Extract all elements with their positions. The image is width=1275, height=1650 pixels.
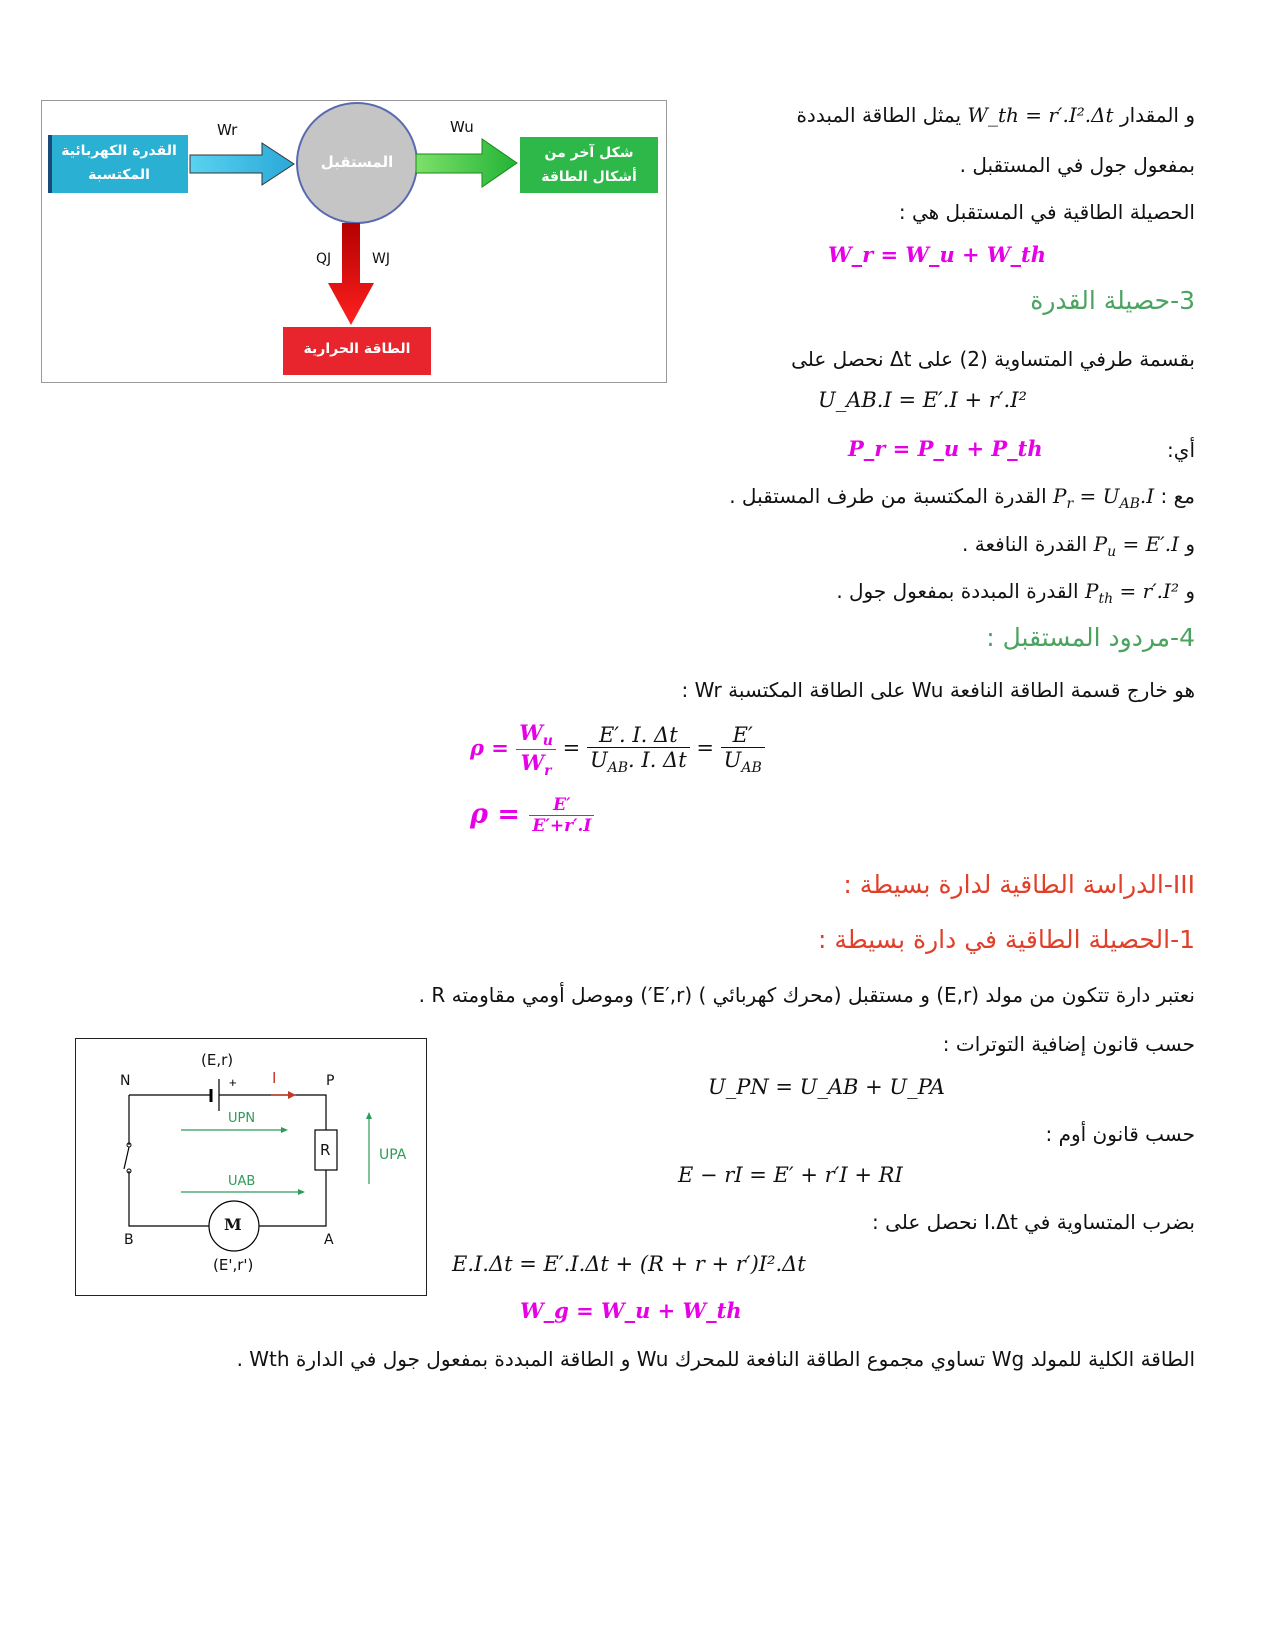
bottom-box-label: الطاقة الحرارية <box>303 341 411 357</box>
ohm-law-eq: E − rI = E′ + r′I + RI <box>678 1163 903 1187</box>
motor-params: (E',r') <box>213 1256 254 1274</box>
part3-heading <box>843 871 1195 899</box>
output-arrow <box>416 139 517 187</box>
circuit-intro: نعتبر دارة تتكون من مولد (E,r) و مستقبل (محرك كهربائي ) (E′,r′) وموصل أومي مقاومته R . <box>418 983 1195 1007</box>
gen-label: (E,r) <box>201 1051 234 1069</box>
motor-label: M <box>224 1215 242 1234</box>
node-a: A <box>324 1232 334 1248</box>
section4-heading: 4-مردود المستقبل : <box>986 623 1195 652</box>
qj-arrow-label: QJ <box>316 251 332 267</box>
circuit-diagram <box>75 1038 427 1296</box>
with-label: مع : <box>1160 484 1195 508</box>
pth-def: $P_{th} = r'.I^2$ <box>1084 579 1179 607</box>
voltage-law: حسب قانون إضافية التوترات : <box>942 1032 1195 1056</box>
ratio-frac-1: $\frac{E'. I. \Delta t}{U_{AB}. I. \Delta t}$ <box>587 723 690 776</box>
divide-line: بقسمة طرفي المتساوية (2) على Δt نحصل على <box>791 347 1195 371</box>
wu-arrow-label: Wu <box>450 118 474 136</box>
wth-line <box>796 101 1195 129</box>
efficiency-eq-1: ρ = $\frac{W_u}{W_r}$ = $\frac{E'. I. \Delta t}{U_{AB}. I. \Delta t}$ = $\frac{E'}{U_{AB}}$ <box>470 720 765 779</box>
svg-text:+: + <box>229 1075 237 1090</box>
ohm-law: حسب قانون أوم : <box>1045 1122 1195 1146</box>
power-eq-1: U_AB.I = E′.I + r′.I² <box>818 388 1027 412</box>
joule-line: بمفعول جول في المستقبل . <box>959 153 1195 177</box>
pr-desc: القدرة المكتسبة من طرف المستقبل . <box>729 484 1047 508</box>
ratio-frac-2: $\frac{E'}{U_{AB}}$ <box>721 723 765 776</box>
right-wire <box>259 1170 326 1226</box>
part3-subheading: 1-الحصيلة الطاقية في دارة بسيطة : <box>817 925 1195 954</box>
receiver-balance-intro: الحصيلة الطاقية في المستقبل هي : <box>898 200 1195 224</box>
ay-label: أي: <box>1167 438 1195 462</box>
wu-over-wr: $\frac{W_u}{W_r}$ <box>516 720 556 779</box>
multiply-eq: E.I.Δt = E′.I.Δt + (R + r + r′)I².Δt <box>452 1252 806 1276</box>
node-p: P <box>326 1073 335 1089</box>
part3-heading-text: III-الدراسة الطاقية لدارة بسيطة : <box>843 870 1195 899</box>
wr-arrow-label: Wr <box>217 121 238 139</box>
with-line-2: و $P_u = E'.I$ القدرة النافعة . <box>962 532 1195 560</box>
input-arrow <box>190 143 294 185</box>
left-box-label: القدرة الكهربائية المكتسبة <box>61 143 177 183</box>
section3-heading: 3-حصيلة القدرة <box>1030 286 1195 315</box>
generator-balance-eq: W_g = W_u + W_th <box>520 1298 742 1323</box>
heat-arrow <box>328 223 374 325</box>
energy-flow-diagram <box>41 100 667 383</box>
wth-tail: يمثل الطاقة المبددة <box>796 103 962 127</box>
efficiency-definition: هو خارج قسمة الطاقة النافعة Wu على الطاقة المكتسبة Wr : <box>681 678 1195 702</box>
efficiency-eq-2: ρ = $\frac{E'}{E'+r'.I}$ <box>470 795 594 836</box>
pu-def: $P_u = E'.I$ <box>1093 532 1179 560</box>
center-label: المستقبل <box>320 153 394 171</box>
pr-def: $P_r = U_{AB}.I$ <box>1053 484 1155 512</box>
pu-desc: القدرة النافعة . <box>962 532 1088 556</box>
upn-label: UPN <box>228 1111 256 1126</box>
pth-desc: القدرة المبددة بمفعول جول . <box>836 579 1079 603</box>
current-label: I <box>272 1069 277 1087</box>
energy-balance-eq: W_r = W_u + W_th <box>828 242 1046 267</box>
node-n: N <box>120 1073 131 1089</box>
conclusion: الطاقة الكلية للمولد Wg تساوي مجموع الطاقة النافعة للمحرك Wu و الطاقة المبددة بمفعول جول في الدارة Wth . <box>236 1347 1195 1371</box>
multiply-line: بضرب المتساوية في I.Δt نحصل على : <box>871 1210 1195 1234</box>
with-line-3: و $P_{th} = r'.I^2$ القدرة المبددة بمفعول جول . <box>836 579 1195 607</box>
power-balance-eq: P_r = P_u + P_th <box>848 436 1043 461</box>
wth-formula: W_th = r′.I².Δt <box>967 103 1114 127</box>
bottom-wire <box>129 1171 209 1226</box>
wth-intro: و المقدار <box>1119 103 1195 127</box>
uab-label: UAB <box>228 1174 256 1189</box>
upa-label: UPA <box>379 1147 407 1163</box>
right-box-label: شكل آخر من أشكال الطاقة <box>541 145 637 185</box>
resistor-label: R <box>320 1141 331 1159</box>
voltage-law-eq: U_PN = U_AB + U_PA <box>708 1075 945 1099</box>
wj-arrow-label: WJ <box>372 251 390 267</box>
with-line-1 <box>729 482 1195 518</box>
node-b: B <box>124 1232 134 1248</box>
